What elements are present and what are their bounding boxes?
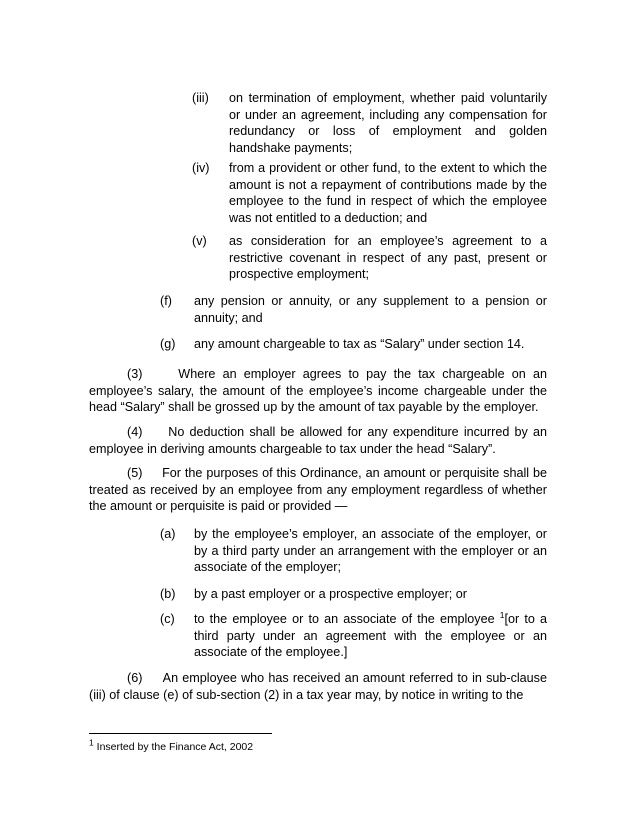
clause-text-f: any pension or annuity, or any supplement to a pension or annuity; and xyxy=(194,294,547,325)
clause-text-v: as consideration for an employee’s agreement to a restrictive covenant in respect of any past, present or prospective employment; xyxy=(229,234,547,281)
footnote-reference: 1 xyxy=(499,609,505,620)
clause-label-v: (v) xyxy=(192,234,207,248)
clause-text-g: any amount chargeable to tax as “Salary” under section 14. xyxy=(194,337,525,351)
clause-label-g: (g) xyxy=(160,337,176,351)
footnote-separator xyxy=(89,733,272,734)
subsection-3: (3) Where an employer agrees to pay the tax chargeable on an employee’s salary, the amount of the employee’s income chargeable under the head “Salary” shall be grossed up by the amount of tax payable by the employer. xyxy=(89,367,551,414)
clause-c-text-before: to the employee or to an associate of the employee xyxy=(194,612,500,626)
clause-label-a: (a) xyxy=(160,527,176,541)
clause-text-b: by a past employer or a prospective employer; or xyxy=(194,587,467,601)
subsection-5: (5) For the purposes of this Ordinance, an amount or perquisite shall be treated as received by an employee from any employment regardless of whether the amount or perquisite is paid or provided — xyxy=(89,466,551,513)
clause-label-iv: (iv) xyxy=(192,161,210,175)
footnote-number: 1 xyxy=(89,737,94,748)
clause-text-iii: on termination of employment, whether paid voluntarily or under an agreement, including any compensation for redundancy or loss of employment and golden handshake payments; xyxy=(229,91,547,155)
footnote-text: Inserted by the Finance Act, 2002 xyxy=(96,741,254,753)
clause-text-iv: from a provident or other fund, to the extent to which the amount is not a repayment of contributions made by the employee to the fund in respect of which the employee was not entitled to a deduction; and xyxy=(229,161,547,225)
clause-label-f: (f) xyxy=(160,294,172,308)
clause-label-iii: (iii) xyxy=(192,91,209,105)
subsection-4: (4) No deduction shall be allowed for any expenditure incurred by an employee in deriving amounts chargeable to tax under the head “Salary”. xyxy=(89,425,551,456)
footnote xyxy=(89,737,254,754)
subsection-6: (6) An employee who has received an amount referred to in sub-clause (iii) of clause (e) of sub-section (2) in a tax year may, by notice in writing to the xyxy=(89,671,551,702)
clause-label-c: (c) xyxy=(160,612,175,626)
clause-c-text-after: [or to a third party under an agreement with the employee or an associate of the employee.] xyxy=(194,612,548,659)
clause-text-a: by the employee’s employer, an associate of the employer, or by a third party under an arrangement with the employer or an associate of the employer; xyxy=(194,527,547,574)
clause-text-c xyxy=(194,611,547,661)
clause-label-b: (b) xyxy=(160,587,176,601)
